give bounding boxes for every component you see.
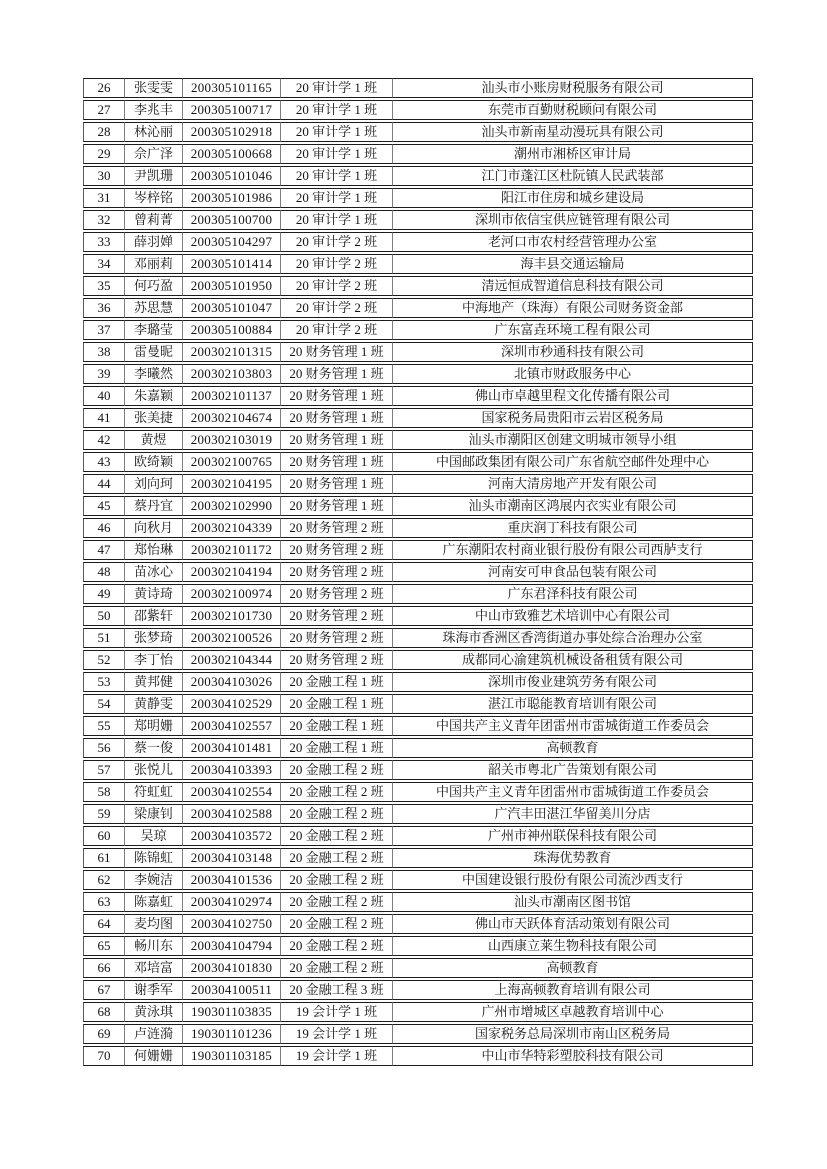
cell-class-name: 20 财务管理 2 班: [281, 518, 393, 538]
cell-row-number: 30: [83, 166, 125, 186]
cell-class-name: 20 金融工程 2 班: [281, 936, 393, 956]
cell-student-id: 200305101165: [183, 78, 281, 98]
cell-company-name: 广州市神州联保科技有限公司: [393, 826, 753, 846]
table-row: [83, 386, 753, 406]
cell-class-name: 19 会计学 1 班: [281, 1024, 393, 1044]
cell-student-id: 200302100526: [183, 628, 281, 648]
cell-class-name: 20 财务管理 2 班: [281, 628, 393, 648]
table-row: [83, 342, 753, 362]
cell-class-name: 20 金融工程 2 班: [281, 892, 393, 912]
cell-row-number: 34: [83, 254, 125, 274]
cell-student-id: 190301101236: [183, 1024, 281, 1044]
table-row: [83, 694, 753, 714]
cell-student-name: 张悦儿: [125, 760, 183, 780]
cell-student-id: 200302101137: [183, 386, 281, 406]
cell-student-name: 黄泳琪: [125, 1002, 183, 1022]
cell-row-number: 50: [83, 606, 125, 626]
cell-student-id: 200304102529: [183, 694, 281, 714]
cell-row-number: 51: [83, 628, 125, 648]
table-row: [83, 870, 753, 890]
table-row: [83, 606, 753, 626]
cell-company-name: 深圳市秒通科技有限公司: [393, 342, 753, 362]
table-row: [83, 254, 753, 274]
table-row: [83, 738, 753, 758]
cell-student-id: 200302104344: [183, 650, 281, 670]
cell-student-name: 苗冰心: [125, 562, 183, 582]
cell-row-number: 28: [83, 122, 125, 142]
cell-student-name: 佘广泽: [125, 144, 183, 164]
table-row: [83, 628, 753, 648]
cell-class-name: 20 审计学 1 班: [281, 166, 393, 186]
cell-company-name: 珠海优势教育: [393, 848, 753, 868]
table-row: [83, 320, 753, 340]
table-row: [83, 716, 753, 736]
cell-student-name: 李婉洁: [125, 870, 183, 890]
cell-company-name: 清远恒成智道信息科技有限公司: [393, 276, 753, 296]
cell-company-name: 成都同心渝建筑机械设备租赁有限公司: [393, 650, 753, 670]
table-row: [83, 496, 753, 516]
cell-company-name: 汕头市新南星动漫玩具有限公司: [393, 122, 753, 142]
cell-row-number: 31: [83, 188, 125, 208]
cell-company-name: 中山市华特彩塑胶科技有限公司: [393, 1046, 753, 1066]
cell-student-name: 郑明姗: [125, 716, 183, 736]
cell-student-name: 曾莉菁: [125, 210, 183, 230]
cell-company-name: 佛山市天跃体育活动策划有限公司: [393, 914, 753, 934]
cell-student-id: 200305101414: [183, 254, 281, 274]
cell-class-name: 20 审计学 2 班: [281, 254, 393, 274]
table-row: [83, 474, 753, 494]
cell-row-number: 45: [83, 496, 125, 516]
cell-class-name: 20 金融工程 1 班: [281, 672, 393, 692]
cell-row-number: 39: [83, 364, 125, 384]
cell-class-name: 20 金融工程 2 班: [281, 826, 393, 846]
cell-class-name: 20 财务管理 1 班: [281, 430, 393, 450]
cell-row-number: 47: [83, 540, 125, 560]
cell-class-name: 20 财务管理 1 班: [281, 342, 393, 362]
cell-student-id: 200305100700: [183, 210, 281, 230]
cell-row-number: 58: [83, 782, 125, 802]
cell-student-id: 200304103572: [183, 826, 281, 846]
cell-class-name: 20 金融工程 2 班: [281, 804, 393, 824]
cell-class-name: 20 金融工程 2 班: [281, 848, 393, 868]
cell-student-name: 雷曼昵: [125, 342, 183, 362]
cell-student-id: 200304102557: [183, 716, 281, 736]
cell-row-number: 67: [83, 980, 125, 1000]
cell-company-name: 中国邮政集团有限公司广东省航空邮件处理中心: [393, 452, 753, 472]
cell-class-name: 20 金融工程 2 班: [281, 760, 393, 780]
cell-student-name: 蔡丹宜: [125, 496, 183, 516]
cell-company-name: 佛山市卓越里程文化传播有限公司: [393, 386, 753, 406]
cell-student-id: 200302104674: [183, 408, 281, 428]
cell-row-number: 44: [83, 474, 125, 494]
cell-row-number: 64: [83, 914, 125, 934]
table-row: [83, 848, 753, 868]
cell-student-id: 200302104194: [183, 562, 281, 582]
cell-company-name: 河南安可申食品包装有限公司: [393, 562, 753, 582]
cell-student-name: 蔡一俊: [125, 738, 183, 758]
cell-student-name: 黄煜: [125, 430, 183, 450]
cell-row-number: 49: [83, 584, 125, 604]
cell-class-name: 20 财务管理 1 班: [281, 496, 393, 516]
table-row: [83, 804, 753, 824]
cell-class-name: 20 财务管理 2 班: [281, 562, 393, 582]
cell-class-name: 19 会计学 1 班: [281, 1002, 393, 1022]
table-row: [83, 100, 753, 120]
cell-student-id: 200304104794: [183, 936, 281, 956]
table-row: [83, 892, 753, 912]
cell-row-number: 68: [83, 1002, 125, 1022]
cell-class-name: 20 财务管理 1 班: [281, 452, 393, 472]
cell-student-id: 200304103026: [183, 672, 281, 692]
cell-row-number: 26: [83, 78, 125, 98]
cell-student-name: 麦均图: [125, 914, 183, 934]
cell-student-id: 200304103393: [183, 760, 281, 780]
cell-student-id: 200305100717: [183, 100, 281, 120]
cell-student-name: 李兆丰: [125, 100, 183, 120]
cell-student-id: 200304101536: [183, 870, 281, 890]
cell-company-name: 广州市增城区卓越教育培训中心: [393, 1002, 753, 1022]
cell-class-name: 20 审计学 1 班: [281, 100, 393, 120]
cell-student-id: 200305100884: [183, 320, 281, 340]
cell-class-name: 20 金融工程 2 班: [281, 958, 393, 978]
cell-student-name: 黄邦健: [125, 672, 183, 692]
cell-student-name: 邓丽莉: [125, 254, 183, 274]
cell-company-name: 重庆润丁科技有限公司: [393, 518, 753, 538]
cell-student-name: 尹凯珊: [125, 166, 183, 186]
cell-company-name: 高顿教育: [393, 738, 753, 758]
cell-row-number: 40: [83, 386, 125, 406]
table-row: [83, 210, 753, 230]
cell-company-name: 潮州市湘桥区审计局: [393, 144, 753, 164]
table-row: [83, 958, 753, 978]
cell-row-number: 35: [83, 276, 125, 296]
cell-student-id: 200305101047: [183, 298, 281, 318]
table-row: [83, 408, 753, 428]
table-row: [83, 166, 753, 186]
cell-student-id: 190301103835: [183, 1002, 281, 1022]
cell-row-number: 52: [83, 650, 125, 670]
cell-company-name: 广东富垚环境工程有限公司: [393, 320, 753, 340]
table-row: [83, 364, 753, 384]
cell-row-number: 29: [83, 144, 125, 164]
cell-class-name: 20 审计学 1 班: [281, 188, 393, 208]
table-row: [83, 672, 753, 692]
cell-student-name: 何巧盈: [125, 276, 183, 296]
cell-student-name: 吴琼: [125, 826, 183, 846]
cell-company-name: 中海地产（珠海）有限公司财务资金部: [393, 298, 753, 318]
table-row: [83, 760, 753, 780]
cell-class-name: 20 审计学 1 班: [281, 122, 393, 142]
cell-class-name: 20 财务管理 2 班: [281, 584, 393, 604]
cell-company-name: 中国共产主义青年团雷州市雷城街道工作委员会: [393, 716, 753, 736]
cell-company-name: 中国共产主义青年团雷州市雷城街道工作委员会: [393, 782, 753, 802]
cell-class-name: 20 财务管理 2 班: [281, 650, 393, 670]
cell-student-name: 符虹虹: [125, 782, 183, 802]
cell-company-name: 中山市致雅艺术培训中心有限公司: [393, 606, 753, 626]
cell-student-id: 200304103148: [183, 848, 281, 868]
table-row: [83, 540, 753, 560]
cell-student-id: 200305100668: [183, 144, 281, 164]
cell-student-id: 200304101830: [183, 958, 281, 978]
cell-student-name: 黄静雯: [125, 694, 183, 714]
cell-student-id: 200304102554: [183, 782, 281, 802]
cell-row-number: 65: [83, 936, 125, 956]
student-roster-body: [83, 78, 753, 1066]
cell-company-name: 珠海市香洲区香湾街道办事处综合治理办公室: [393, 628, 753, 648]
table-row: [83, 584, 753, 604]
cell-row-number: 56: [83, 738, 125, 758]
student-roster-table: [83, 76, 753, 1068]
cell-class-name: 20 金融工程 1 班: [281, 716, 393, 736]
cell-student-id: 200302101315: [183, 342, 281, 362]
cell-student-id: 200305101986: [183, 188, 281, 208]
cell-student-name: 李丁怡: [125, 650, 183, 670]
cell-company-name: 高顿教育: [393, 958, 753, 978]
table-row: [83, 452, 753, 472]
cell-row-number: 60: [83, 826, 125, 846]
cell-student-name: 李璐莹: [125, 320, 183, 340]
cell-class-name: 20 审计学 2 班: [281, 276, 393, 296]
table-row: [83, 914, 753, 934]
table-row: [83, 276, 753, 296]
table-row: [83, 826, 753, 846]
cell-student-id: 200305101046: [183, 166, 281, 186]
cell-student-name: 朱嘉颖: [125, 386, 183, 406]
table-row: [83, 650, 753, 670]
cell-student-name: 岑梓铭: [125, 188, 183, 208]
cell-class-name: 20 审计学 1 班: [281, 78, 393, 98]
cell-row-number: 70: [83, 1046, 125, 1066]
table-row: [83, 298, 753, 318]
cell-student-name: 张美捷: [125, 408, 183, 428]
cell-student-id: 200302102990: [183, 496, 281, 516]
cell-row-number: 43: [83, 452, 125, 472]
cell-student-id: 200302100974: [183, 584, 281, 604]
table-row: [83, 188, 753, 208]
cell-student-id: 200304100511: [183, 980, 281, 1000]
cell-company-name: 深圳市依信宝供应链管理有限公司: [393, 210, 753, 230]
cell-company-name: 广东潮阳农村商业银行股份有限公司西胪支行: [393, 540, 753, 560]
cell-row-number: 32: [83, 210, 125, 230]
table-row: [83, 980, 753, 1000]
table-row: [83, 430, 753, 450]
cell-company-name: 北镇市财政服务中心: [393, 364, 753, 384]
cell-student-name: 林沁丽: [125, 122, 183, 142]
cell-company-name: 河南大清房地产开发有限公司: [393, 474, 753, 494]
cell-row-number: 48: [83, 562, 125, 582]
cell-company-name: 韶关市粤北广告策划有限公司: [393, 760, 753, 780]
cell-company-name: 老河口市农村经营管理办公室: [393, 232, 753, 252]
cell-row-number: 62: [83, 870, 125, 890]
cell-company-name: 国家税务局贵阳市云岩区税务局: [393, 408, 753, 428]
cell-student-id: 200305102918: [183, 122, 281, 142]
cell-student-name: 欧绮颖: [125, 452, 183, 472]
cell-class-name: 19 会计学 1 班: [281, 1046, 393, 1066]
table-row: [83, 232, 753, 252]
cell-student-name: 张雯雯: [125, 78, 183, 98]
cell-row-number: 36: [83, 298, 125, 318]
cell-company-name: 汕头市潮阳区创建文明城市领导小组: [393, 430, 753, 450]
cell-student-id: 200302104195: [183, 474, 281, 494]
cell-student-id: 200305101950: [183, 276, 281, 296]
cell-student-name: 张梦琦: [125, 628, 183, 648]
cell-row-number: 33: [83, 232, 125, 252]
cell-row-number: 69: [83, 1024, 125, 1044]
cell-student-id: 200305104297: [183, 232, 281, 252]
cell-student-id: 200302101172: [183, 540, 281, 560]
table-row: [83, 562, 753, 582]
table-row: [83, 1002, 753, 1022]
cell-row-number: 27: [83, 100, 125, 120]
cell-row-number: 38: [83, 342, 125, 362]
table-row: [83, 144, 753, 164]
cell-class-name: 20 金融工程 1 班: [281, 694, 393, 714]
cell-class-name: 20 金融工程 3 班: [281, 980, 393, 1000]
cell-row-number: 42: [83, 430, 125, 450]
cell-student-id: 200304102750: [183, 914, 281, 934]
cell-company-name: 中国建设银行股份有限公司流沙西支行: [393, 870, 753, 890]
cell-student-id: 200302103019: [183, 430, 281, 450]
cell-class-name: 20 财务管理 1 班: [281, 408, 393, 428]
cell-company-name: 汕头市潮南区图书馆: [393, 892, 753, 912]
cell-company-name: 国家税务总局深圳市南山区税务局: [393, 1024, 753, 1044]
cell-student-name: 黄诗琦: [125, 584, 183, 604]
cell-row-number: 46: [83, 518, 125, 538]
cell-class-name: 20 财务管理 1 班: [281, 386, 393, 406]
cell-company-name: 江门市蓬江区杜阮镇人民武装部: [393, 166, 753, 186]
cell-student-id: 200304102974: [183, 892, 281, 912]
cell-class-name: 20 财务管理 2 班: [281, 540, 393, 560]
cell-company-name: 汕头市潮南区鸿展内衣实业有限公司: [393, 496, 753, 516]
cell-row-number: 59: [83, 804, 125, 824]
cell-row-number: 41: [83, 408, 125, 428]
cell-company-name: 海丰县交通运输局: [393, 254, 753, 274]
cell-student-name: 谢季军: [125, 980, 183, 1000]
cell-row-number: 53: [83, 672, 125, 692]
cell-student-name: 李曦然: [125, 364, 183, 384]
cell-student-id: 200302101730: [183, 606, 281, 626]
cell-class-name: 20 审计学 1 班: [281, 210, 393, 230]
table-row: [83, 1024, 753, 1044]
cell-student-id: 190301103185: [183, 1046, 281, 1066]
cell-student-name: 梁康钊: [125, 804, 183, 824]
table-row: [83, 1046, 753, 1066]
cell-class-name: 20 审计学 2 班: [281, 320, 393, 340]
cell-student-name: 郑怡琳: [125, 540, 183, 560]
cell-company-name: 广汽丰田湛江华留美川分店: [393, 804, 753, 824]
cell-company-name: 广东君泽科技有限公司: [393, 584, 753, 604]
cell-company-name: 山西康立莱生物科技有限公司: [393, 936, 753, 956]
cell-student-name: 苏思慧: [125, 298, 183, 318]
cell-class-name: 20 金融工程 2 班: [281, 870, 393, 890]
cell-class-name: 20 审计学 2 班: [281, 298, 393, 318]
cell-company-name: 东莞市百勤财税顾问有限公司: [393, 100, 753, 120]
cell-class-name: 20 金融工程 2 班: [281, 914, 393, 934]
cell-row-number: 55: [83, 716, 125, 736]
cell-company-name: 汕头市小账房财税服务有限公司: [393, 78, 753, 98]
table-row: [83, 78, 753, 98]
cell-student-name: 刘向珂: [125, 474, 183, 494]
cell-class-name: 20 金融工程 2 班: [281, 782, 393, 802]
cell-class-name: 20 审计学 1 班: [281, 144, 393, 164]
cell-student-id: 200302104339: [183, 518, 281, 538]
cell-class-name: 20 财务管理 1 班: [281, 474, 393, 494]
cell-row-number: 57: [83, 760, 125, 780]
cell-row-number: 66: [83, 958, 125, 978]
cell-company-name: 阳江市住房和城乡建设局: [393, 188, 753, 208]
cell-company-name: 湛江市聪能教育培训有限公司: [393, 694, 753, 714]
cell-student-name: 向秋月: [125, 518, 183, 538]
cell-student-id: 200304102588: [183, 804, 281, 824]
cell-row-number: 63: [83, 892, 125, 912]
cell-student-name: 邓培富: [125, 958, 183, 978]
cell-class-name: 20 金融工程 1 班: [281, 738, 393, 758]
table-row: [83, 936, 753, 956]
table-row: [83, 782, 753, 802]
cell-student-name: 陈嘉虹: [125, 892, 183, 912]
cell-student-id: 200304101481: [183, 738, 281, 758]
cell-student-name: 薛羽婵: [125, 232, 183, 252]
cell-student-name: 畅川东: [125, 936, 183, 956]
cell-class-name: 20 财务管理 2 班: [281, 606, 393, 626]
cell-class-name: 20 财务管理 1 班: [281, 364, 393, 384]
cell-row-number: 37: [83, 320, 125, 340]
cell-student-name: 邵紫轩: [125, 606, 183, 626]
cell-company-name: 深圳市俊业建筑劳务有限公司: [393, 672, 753, 692]
cell-company-name: 上海高顿教育培训有限公司: [393, 980, 753, 1000]
table-row: [83, 518, 753, 538]
cell-student-id: 200302100765: [183, 452, 281, 472]
cell-row-number: 54: [83, 694, 125, 714]
table-row: [83, 122, 753, 142]
cell-class-name: 20 审计学 2 班: [281, 232, 393, 252]
cell-row-number: 61: [83, 848, 125, 868]
cell-student-name: 陈锦虹: [125, 848, 183, 868]
cell-student-name: 卢涟漪: [125, 1024, 183, 1044]
cell-student-id: 200302103803: [183, 364, 281, 384]
cell-student-name: 何姗姗: [125, 1046, 183, 1066]
